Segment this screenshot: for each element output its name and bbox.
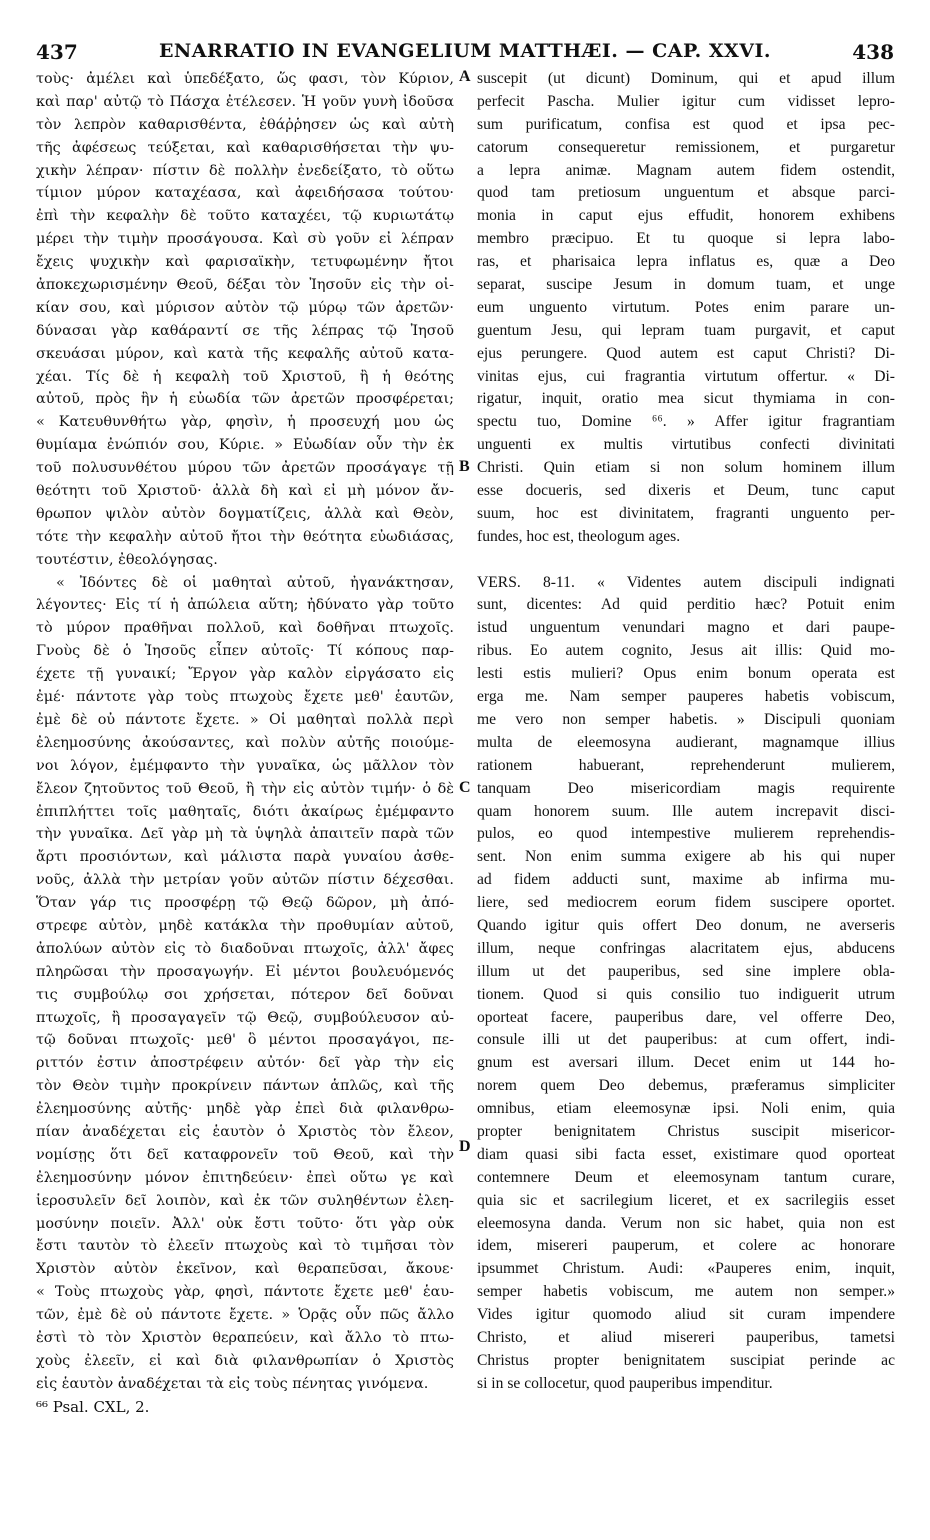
text-line: μέρει τὴν τιμὴν προσάγουσα. Καὶ σὺ γοῦν εἰ λέπραν — [36, 231, 454, 248]
text-line: ἐμὲ δὲ οὐ πάντοτε ἔχετε. » Οἱ μαθηταὶ πολλὰ περὶ — [36, 711, 454, 728]
text-line: perfecit Pascha. Mulier igitur cum vidisset lepro- — [477, 92, 895, 110]
text-line: unguenti ex multis virtutibus confecti divinitati — [477, 436, 895, 454]
latin-column — [477, 68, 895, 1396]
text-line: Γνοὺς δὲ ὁ Ἰησοῦς εἶπεν αὐτοῖς· Τί κόπους παρ- — [36, 643, 454, 660]
text-line: quam honorem suum. Ille autem increpavit disci- — [477, 802, 895, 820]
text-line: vinitas ejus, cui fragrantia virtutum offertur. « Di- — [477, 367, 895, 385]
text-line: τίμιον μύρον καταχέασα, καὶ ἀφειδήσασα τούτου· — [36, 185, 454, 202]
text-line: μοσύνην ποιεῖν. Ἀλλ' οὐκ ἔστι τοῦτο· ὅτι γὰρ οὐκ — [36, 1215, 454, 1232]
text-line: multa de eleemosyna audierant, magnamque illius — [477, 733, 895, 751]
text-line: νοῦς, ἀλλὰ τὴν μετρίαν γοῦν αὐτῶν πίστιν δέχεσθαι. — [36, 872, 454, 889]
text-line: diam quasi sibi facta esset, existimare quod oporteat — [477, 1145, 895, 1163]
text-line: membro præcipuo. Et tu quoque si lepra labo- — [477, 230, 895, 248]
text-line: ἔχεις ψυχικὴν καὶ φαρισαϊκὴν, τετυφωμένην ἤτοι — [36, 254, 454, 271]
paragraph-gap — [477, 549, 895, 572]
text-line: sum purificatum, confisa est quod et ipsa pec- — [477, 115, 895, 133]
text-line: rigatur, inquit, oratio mea sicut thymiama in con- — [477, 390, 895, 408]
text-line: a lepra animæ. Magnam autem fidem ostendit, — [477, 161, 895, 179]
text-line: έχετε τῇ γυναικί; Ἔργον γὰρ καλὸν εἰργάσατο εἰς — [36, 666, 454, 683]
text-line: ἀποκεχωρισμένην Θεοῦ, δέξαι τὸν Ἰησοῦν εἰς τὴν οἰ- — [36, 277, 454, 294]
text-line: ras, et pharisaica lepra inflatus es, quæ a Deo — [477, 253, 895, 271]
running-title: ENARRATIO IN EVANGELIUM MATTHÆI. — CAP. XXVI. — [158, 40, 772, 62]
text-line: ἀπολύων αὐτὸν εἰς τὸ διαδοῦναι πτωχοῖς, ἀλλ' ἄφες — [36, 940, 454, 957]
text-line: Χριστὸν αὐτὸν ἐκεῖνον, καὶ θεραπεῦσαι, ἄκουε· — [36, 1261, 454, 1278]
text-line: τοὺς· ἀμέλει καὶ ὑπεδέξατο, ὥς φασι, τὸν Κύριον, — [36, 71, 454, 87]
text-line: contemnere Deum et eleemosynam tantum curare, — [477, 1168, 895, 1186]
text-line: liere, sed mediocrem eorum fidem suscipere oportet. — [477, 894, 895, 912]
text-line: θρωπον ψιλὸν αὐτὸν δογματίζεις, ἀλλὰ καὶ Θεὸν, — [36, 505, 454, 522]
text-line: monia in caput ejus effudit, honorem exhibens — [477, 207, 895, 225]
latin-paragraph-1 — [477, 68, 895, 549]
text-line: lesti estis mulieri? Opus enim bonum operata est — [477, 665, 895, 683]
text-line: ipsummet Christum. Audi: «Pauperes enim, inquit, — [477, 1260, 895, 1278]
text-line: me vero non semper habetis. » Discipuli quoniam — [477, 710, 895, 728]
text-line: ἐλεημοσύνην μόνον ἐπιτηδεύειν· ἐπεὶ οὕτω γε καὶ — [36, 1169, 454, 1186]
text-line: gnum est aversari illum. Decet enim ut 144 ho- — [477, 1054, 895, 1072]
text-line: τὸν Θεὸν τιμὴν προκρίνειν πάντων ἁπλῶς, καὶ τῆς — [36, 1078, 454, 1095]
text-line: tionem. Quod si quis consilio tuo indiguerit utrum — [477, 985, 895, 1003]
text-line: τὴν γυναῖκα. Δεῖ γὰρ μὴ τὰ ὑψηλὰ ἀπαιτεῖν παρὰ τῶν — [36, 826, 454, 843]
text-line: τὸ μύρον πραθῆναι πολλοῦ, καὶ δοθῆναι πτωχοῖς. — [36, 620, 454, 637]
text-line: Ὅταν γάρ τις προσφέρῃ τῷ Θεῷ δῶρον, μὴ ἀπό- — [36, 895, 454, 912]
text-line: istud unguentum venundari magno et dari paupe- — [477, 619, 895, 637]
page-number-right: 438 — [852, 40, 894, 64]
text-line: illum, neque confringas alacritatem ejus, abducens — [477, 939, 895, 957]
text-line: σκευάσαι μύρον, καὶ κατὰ τῆς κεφαλῆς αὐτοῦ κατα- — [36, 345, 454, 362]
greek-column — [36, 68, 454, 1419]
text-line: Christi. Quin etiam si non solum hominem illum — [477, 459, 895, 477]
text-line: τις συμβούλῳ σοι χρήσεται, πότερον δεῖ δοῦναι — [36, 986, 454, 1003]
text-line: ἐλεημοσύνης ἀκούσαντες, καὶ πολὺν αὐτῆς ποιούμε- — [36, 734, 454, 751]
greek-paragraph-1 — [36, 68, 454, 572]
text-line: Christo, et aliud misereri pauperibus, tametsi — [477, 1328, 895, 1346]
margin-marker-c: C — [459, 779, 471, 796]
text-line: quod tam pretiosum unguentum et absque parci- — [477, 184, 895, 202]
text-line: eum unguento virtutum. Potes enim parare un- — [477, 298, 895, 316]
text-line: νομίσῃς ὅτι δεῖ καταφρονεῖν τοῦ Θεοῦ, καὶ τὴν — [36, 1146, 454, 1163]
text-line: sunt, dicentes: Ad quid perditio hæc? Potuit enim — [477, 596, 895, 614]
text-line: eleemosyna danda. Verum non sic habet, quia non est — [477, 1214, 895, 1232]
text-line: consule illi ut det pauperibus: at cum offert, indi- — [477, 1031, 895, 1049]
text-line: rationem habuerant, reprehenderunt mulierem, — [477, 756, 895, 774]
text-line: πτωχοῖς, ἢ προσαγαγεῖν τῷ Θεῷ, συμβούλευσον αὐ- — [36, 1009, 454, 1026]
text-line: τότε τὴν κεφαλὴν αὐτοῦ ἤτοι τὴν θεότητα εὐωδιάσας, — [36, 528, 454, 545]
page-header — [36, 40, 894, 66]
text-line: ribus. Eo autem cognito, Jesus ait illis: Quid mo- — [477, 642, 895, 660]
margin-marker-b: B — [459, 458, 470, 475]
text-line: χοὺς ἐλεεῖν, εἰ καὶ διὰ φιλανθρωπίαν ὁ Χριστὸς — [36, 1352, 454, 1369]
greek-paragraph-2 — [36, 572, 454, 1396]
text-line: spectu tuo, Domine ⁶⁶. » Affer igitur fragrantiam — [477, 413, 895, 431]
text-line: catorum consequeretur remissionem, et purgaretur — [477, 138, 895, 156]
text-line: πληρῶσαι τὴν προσαγωγήν. Εἰ μέντοι βουλευόμενός — [36, 963, 454, 980]
text-line: separat, suscipe Jesum in domum tuam, et unge — [477, 276, 895, 294]
text-line: δύνασαι γὰρ καθάραντί σε τῆς λέπρας τῷ Ἰησοῦ — [36, 322, 454, 339]
text-line: VERS. 8-11. « Videntes autem discipuli indignati — [477, 573, 895, 591]
text-line: semper habetis vobiscum, me autem non semper.» — [477, 1283, 895, 1301]
text-line: εἰς ἑαυτὸν ἀναδέχεται τὰ εἰς τοὺς πένητας γινόμενα. — [36, 1375, 429, 1392]
text-line: τῷ δοῦναι πτωχοῖς· μεθ' ὃ μέντοι προσαγάγοι, πε- — [36, 1032, 454, 1049]
text-line: ἐστὶ τὸ τὸν Χριστὸν θεραπεύειν, καὶ ἄλλο τὸ πτω- — [36, 1329, 454, 1346]
text-line: quia sic et sacrilegium liceret, et ex sacrilegiis esset — [477, 1191, 895, 1209]
text-line: guentum Jesu, qui lepram tuam purgavit, et caput — [477, 321, 895, 339]
text-line: erga me. Nam semper pauperes habetis vobiscum, — [477, 688, 895, 706]
text-line: norem quem Deo debemus, præferamus simpliciter — [477, 1077, 895, 1095]
text-line: τῶν, ἐμὲ δὲ οὐ πάντοτε ἔχετε. » Ὁρᾷς οὖν πῶς ἄλλο — [36, 1307, 454, 1324]
footnote: ⁶⁶ Psal. CXL, 2. — [36, 1397, 150, 1416]
text-line: Christus propter benignitatem suscipiat perinde ac — [477, 1351, 895, 1369]
text-line: ἐπιπλήττει τοῖς μαθηταῖς, διότι ἀκαίρως ἐμέμφαντο — [36, 803, 454, 820]
text-line: θυμίαμα ἐνώπιόν σου, Κύριε. » Εὐωδίαν οὖν τὴν ἐκ — [36, 437, 454, 454]
text-line: ἐλεημοσύνης αὐτῆς· μηδὲ γὰρ ἐπεὶ διὰ φιλανθρω- — [36, 1101, 454, 1118]
text-line: esse docueris, sed dixeris et Deum, tunc caput — [477, 482, 895, 500]
text-line: idem, misereri pauperum, et colere ac honorare — [477, 1237, 895, 1255]
text-line: πίαν ἀναδέχεται εἰς ἑαυτὸν ὁ Χριστὸς τὸν ἔλεον, — [36, 1123, 454, 1140]
text-line: ἔλεον ζητοῦντος τοῦ Θεοῦ, ἢ τὴν εἰς αὐτὸν τιμήν· ὁ δὲ — [36, 780, 454, 797]
text-line: ἔστι ταυτὸν τὸ ἐλεεῖν πτωχοὺς καὶ τὸ τιμῆσαι τὸν — [36, 1238, 454, 1255]
text-line: ἱεροσυλεῖν δεῖ λοιπὸν, καὶ ἐκ τῶν συληθέντων ἐλεη- — [36, 1192, 454, 1209]
text-line: omnibus, etiam eleemosynæ ipsi. Noli enim, quia — [477, 1100, 895, 1118]
text-line: sent. Non enim summa exigere ab his qui nuper — [477, 848, 895, 866]
text-line: si in se collocetur, quod pauperibus impenditur. — [477, 1374, 773, 1392]
text-line: χέαι. Τίς δὲ ἡ κεφαλὴ τοῦ Χριστοῦ, ἢ ἡ θεότης — [36, 368, 454, 385]
text-line: λέγοντες· Εἰς τί ἡ ἀπώλεια αὕτη; ἠδύνατο γὰρ τοῦτο — [36, 597, 454, 614]
text-line: tanquam Deo misericordiam magis requirente — [477, 779, 895, 797]
text-line: καὶ παρ' αὐτῷ τὸ Πάσχα ἐτέλεσεν. Ἡ γοῦν γυνὴ ἰδοῦσα — [36, 93, 454, 110]
margin-marker-a: A — [459, 68, 471, 85]
text-line: suscepit (ut dicunt) Dominum, qui et apud illum — [477, 70, 895, 87]
text-line: propter benignitatem Christus suscipit misericor- — [477, 1122, 895, 1140]
text-line: χικὴν λέπραν· πίστιν δὲ πολλὴν ἐνεδείξατο, τὸ οὕτω — [36, 162, 454, 179]
text-line: illum ut det pauperibus, sed sine implere obla- — [477, 962, 895, 980]
text-line: τουτέστιν, ἐθεολόγησας. — [36, 551, 218, 568]
text-line: ἄρτι προσιόντων, καὶ μάλιστα παρὰ γυναίου ἀσθε- — [36, 849, 454, 866]
text-line: oporteat facere, pauperibus dare, vel offerre Deo, — [477, 1008, 895, 1026]
page-number-left: 437 — [36, 40, 78, 64]
text-line: ejus perungere. Quod autem est caput Christi? Di- — [477, 344, 895, 362]
text-line: θεότητι τοῦ Χριστοῦ· ἀλλὰ δὴ καὶ εἰ μὴ μόνον ἄν- — [36, 483, 454, 500]
text-line: ριττόν ἐστιν ἀποστρέφειν αὐτόν· δεῖ γὰρ τὴν εἰς — [36, 1055, 454, 1072]
text-line: κίαν σου, καὶ μύρισον αὐτὸν τῷ μύρῳ τῶν ἀρετῶν· — [36, 299, 454, 316]
text-line: αὐτοῦ, πρὸς ἣν ἡ εὐωδία τῶν ἀρετῶν προσφέρεται; — [36, 391, 454, 408]
text-line: Quando igitur quis offert Deo donum, ne averseris — [477, 916, 895, 934]
text-line: τοῦ πολυσυνθέτου μύρου τῶν ἀρετῶν προσάγαγε τῇ — [36, 460, 454, 477]
latin-paragraph-2 — [477, 572, 895, 1396]
text-line: fundes, hoc est, theologum ages. — [477, 527, 681, 545]
text-line: Vides igitur quomodo aliud sit curam impendere — [477, 1306, 895, 1324]
text-line: τῆς ἀφέσεως τεύξεται, καὶ καθαρισθήσεται τὴν ψυ- — [36, 139, 454, 156]
text-line: ἐπὶ τὴν κεφαλὴν δὲ τοῦτο καταχέει, τῷ κυριωτάτῳ — [36, 208, 454, 225]
text-line: στρεφε αὐτὸν, μηδὲ κατάκλα τὴν προθυμίαν αὐτοῦ, — [36, 917, 454, 934]
text-line: « Ἰδόντες δὲ οἱ μαθηταὶ αὐτοῦ, ἠγανάκτησαν, — [56, 574, 454, 591]
text-line: τὸν λεπρὸν καθαρισθέντα, ἐθάῤῥησεν ὡς καὶ αὐτὴ — [36, 116, 454, 133]
margin-marker-d: D — [459, 1138, 471, 1155]
text-line: ad fidem adducti sunt, maxime ab infirma mu- — [477, 871, 895, 889]
text-line: νοι λόγον, ἐμέμφαντο τὴν γυναῖκα, ὡς μᾶλλον τὸν — [36, 757, 454, 774]
text-line: « Κατευθυνθήτω γὰρ, φησὶν, ἡ προσευχή μου ὡς — [36, 414, 454, 431]
text-line: pulos, eo quod intempestive mulierem reprehendis- — [477, 825, 895, 843]
text-line: ἐμέ· πάντοτε γὰρ τοὺς πτωχοὺς ἔχετε μεθ' ἑαυτῶν, — [36, 689, 454, 706]
text-line: suum, hoc est divinitatem, fragranti unguento per- — [477, 504, 895, 522]
text-line: « Τοὺς πτωχοὺς γὰρ, φησὶ, πάντοτε ἔχετε μεθ' ἑαυ- — [36, 1284, 454, 1301]
